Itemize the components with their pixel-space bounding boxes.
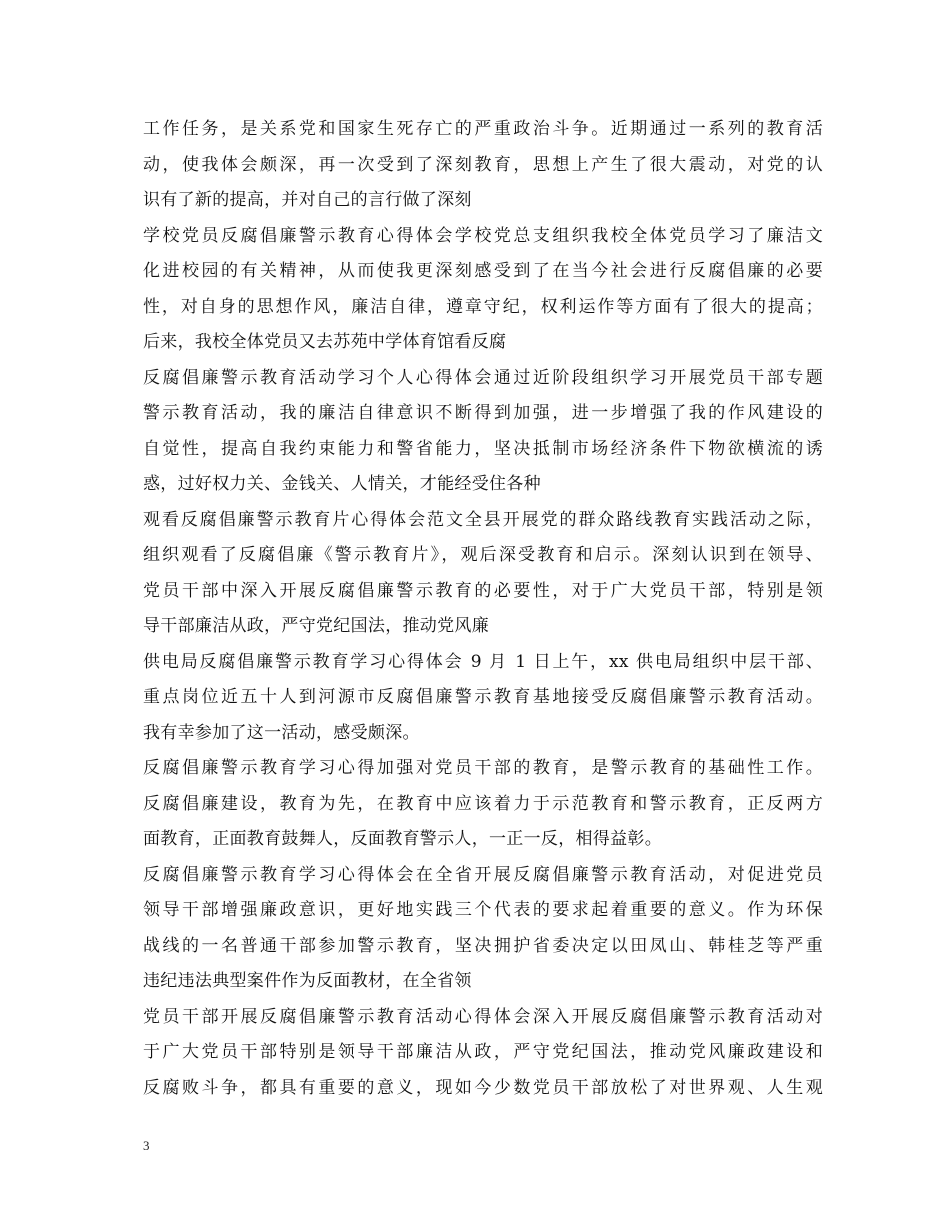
paragraph xyxy=(143,858,823,1000)
paragraph xyxy=(143,503,823,645)
text-line: 警示教育活动，我的廉洁自律意识不断得到加强，进一步增强了我的作风建设的 xyxy=(143,403,823,423)
document-body xyxy=(143,112,823,1106)
text-line: 识有了新的提高，并对自己的言行做了深刻 xyxy=(143,190,472,210)
text-line: 面教育，正面教育鼓舞人，反面教育警示人，一正一反，相得益彰。 xyxy=(143,829,662,849)
text-line: 导干部廉洁从政，严守党纪国法，推动党风廉 xyxy=(143,616,489,636)
text-line: 战线的一名普通干部参加警示教育，坚决拥护省委决定以田凤山、韩桂芝等严重 xyxy=(143,935,823,956)
text-line: 我有幸参加了这一活动，感受颇深。 xyxy=(143,722,420,743)
text-line: 动，使我体会颇深，再一次受到了深刻教育，思想上产生了很大震动，对党的认 xyxy=(143,154,823,175)
text-line: 化进校园的有关精神，从而使我更深刻感受到了在当今社会进行反腐倡廉的必要 xyxy=(143,261,823,281)
text-line: 于广大党员干部特别是领导干部廉洁从政，严守党纪国法，推动党风廉政建设和 xyxy=(143,1042,823,1062)
paragraph xyxy=(143,219,823,361)
text-line: 反腐倡廉警示教育活动学习个人心得体会通过近阶段组织学习开展党员干部专题 xyxy=(143,367,823,388)
text-line: 组织观看了反腐倡廉《警示教育片》，观后深受教育和启示。深刻认识到在领导、 xyxy=(143,545,823,565)
paragraph xyxy=(143,645,823,752)
text-line: 学校党员反腐倡廉警示教育心得体会学校党总支组织我校全体党员学习了廉洁文 xyxy=(143,225,823,246)
paragraph xyxy=(143,361,823,503)
text-line: 惑，过好权力关、金钱关、人情关，才能经受住各种 xyxy=(143,474,541,494)
text-line: 领导干部增强廉政意识，更好地实践三个代表的要求起着重要的意义。作为环保 xyxy=(143,900,823,920)
paragraph xyxy=(143,112,823,219)
page-number: 3 xyxy=(143,1138,150,1153)
text-line: 工作任务，是关系党和国家生死存亡的严重政治斗争。近期通过一系列的教育活 xyxy=(143,119,823,139)
text-line: 反腐倡廉警示教育学习心得加强对党员干部的教育，是警示教育的基础性工作。 xyxy=(143,758,823,778)
text-line: 党员干部中深入开展反腐倡廉警示教育的必要性，对于广大党员干部，特别是领 xyxy=(143,580,823,601)
text-line: 性，对自身的思想作风，廉洁自律，遵章守纪，权利运作等方面有了很大的提高； xyxy=(143,296,823,317)
text-line: 重点岗位近五十人到河源市反腐倡廉警示教育基地接受反腐倡廉警示教育活动。 xyxy=(143,687,823,707)
text-line: 供电局反腐倡廉警示教育学习心得体会 9 月 1 日上午，xx 供电局组织中层干部、 xyxy=(143,651,823,672)
paragraph xyxy=(143,751,823,858)
text-line: 自觉性，提高自我约束能力和警省能力，坚决抵制市场经济条件下物欲横流的诱 xyxy=(143,438,823,459)
text-line: 违纪违法典型案件作为反面教材，在全省领 xyxy=(143,971,472,991)
text-line: 党员干部开展反腐倡廉警示教育活动心得体会深入开展反腐倡廉警示教育活动对 xyxy=(143,1006,823,1027)
paragraph xyxy=(143,1000,823,1107)
text-line: 反腐倡廉警示教育学习心得体会在全省开展反腐倡廉警示教育活动，对促进党员 xyxy=(143,864,823,885)
text-line: 反腐倡廉建设，教育为先，在教育中应该着力于示范教育和警示教育，正反两方 xyxy=(143,793,823,814)
text-line: 观看反腐倡廉警示教育片心得体会范文全县开展党的群众路线教育实践活动之际， xyxy=(143,509,823,530)
text-line: 后来，我校全体党员又去苏苑中学体育馆看反腐 xyxy=(143,332,507,352)
text-line: 反腐败斗争，都具有重要的意义，现如今少数党员干部放松了对世界观、人生观 xyxy=(143,1077,823,1098)
